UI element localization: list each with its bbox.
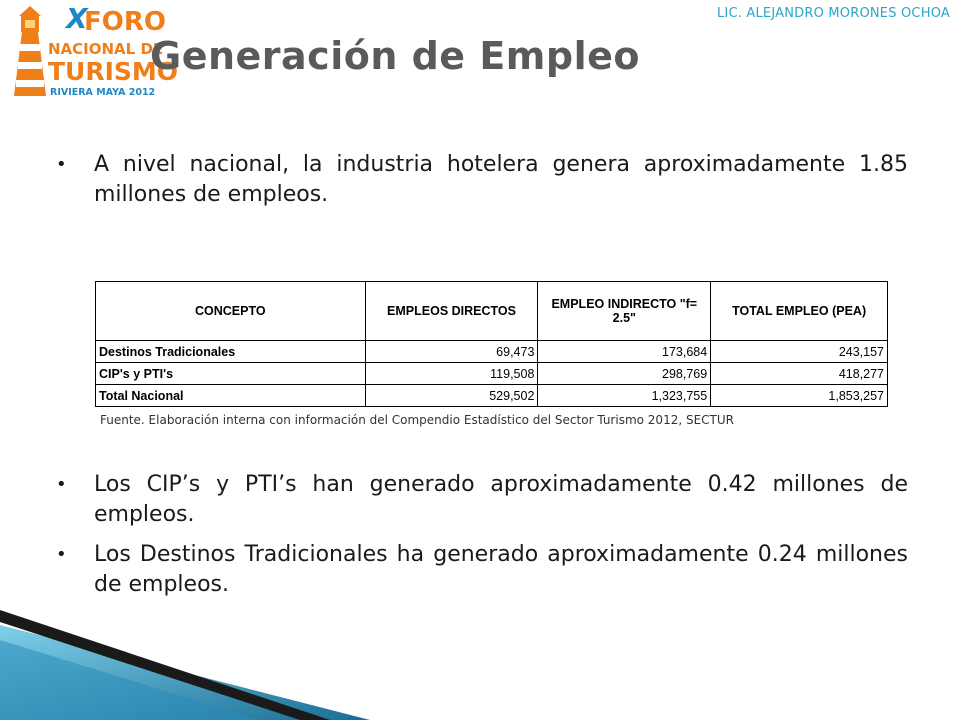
table-cell: CIP's y PTI's: [96, 363, 366, 385]
header-cell: EMPLEO INDIRECTO "f= 2.5": [538, 282, 711, 341]
table-cell: 69,473: [365, 341, 538, 363]
table-cell: 1,323,755: [538, 385, 711, 407]
bullet-item: [56, 470, 908, 530]
table-row: [96, 341, 888, 363]
corner-decoration: [0, 610, 370, 720]
header-cell: CONCEPTO: [96, 282, 366, 341]
bullet-item: [56, 540, 908, 600]
table-cell: 418,277: [711, 363, 888, 385]
bullet-item: [56, 150, 908, 210]
table-row: [96, 385, 888, 407]
source-note: Fuente. Elaboración interna con información del Compendio Estadístico del Sector Turismo 2012, SECTUR: [100, 413, 734, 427]
table-cell: 298,769: [538, 363, 711, 385]
header-cell: EMPLEOS DIRECTOS: [365, 282, 538, 341]
header-cell: TOTAL EMPLEO (PEA): [711, 282, 888, 341]
employment-table: [95, 281, 888, 407]
table-cell: 529,502: [365, 385, 538, 407]
logo-line3: TURISMO: [48, 57, 179, 86]
lighthouse-icon: [14, 6, 46, 96]
logo-line4: RIVIERA MAYA 2012: [50, 87, 156, 98]
bullet-text: A nivel nacional, la industria hotelera genera aproximadamente 1.85 millones de empleos.: [94, 152, 908, 207]
bullet-icon: •: [56, 154, 67, 175]
table-cell: Total Nacional: [96, 385, 366, 407]
page-title: Generación de Empleo: [150, 34, 640, 78]
table-cell: 1,853,257: [711, 385, 888, 407]
table-header-row: [96, 282, 888, 341]
logo-line2: NACIONAL DE: [48, 40, 164, 58]
foro-logo: [4, 2, 179, 100]
bullet-text: Los CIP’s y PTI’s han generado aproximadamente 0.42 millones de empleos.: [94, 472, 908, 527]
bullet-icon: •: [56, 474, 67, 495]
bullet-text: Los Destinos Tradicionales ha generado aproximadamente 0.24 millones de empleos.: [94, 542, 908, 597]
logo-line1: FORO: [84, 7, 166, 37]
table-cell: 173,684: [538, 341, 711, 363]
table-cell: 243,157: [711, 341, 888, 363]
author-name: LIC. ALEJANDRO MORONES OCHOA: [716, 6, 950, 21]
bullet-icon: •: [56, 544, 67, 565]
svg-text:X: X: [66, 2, 88, 35]
table-row: [96, 363, 888, 385]
table-cell: 119,508: [365, 363, 538, 385]
table-cell: Destinos Tradicionales: [96, 341, 366, 363]
